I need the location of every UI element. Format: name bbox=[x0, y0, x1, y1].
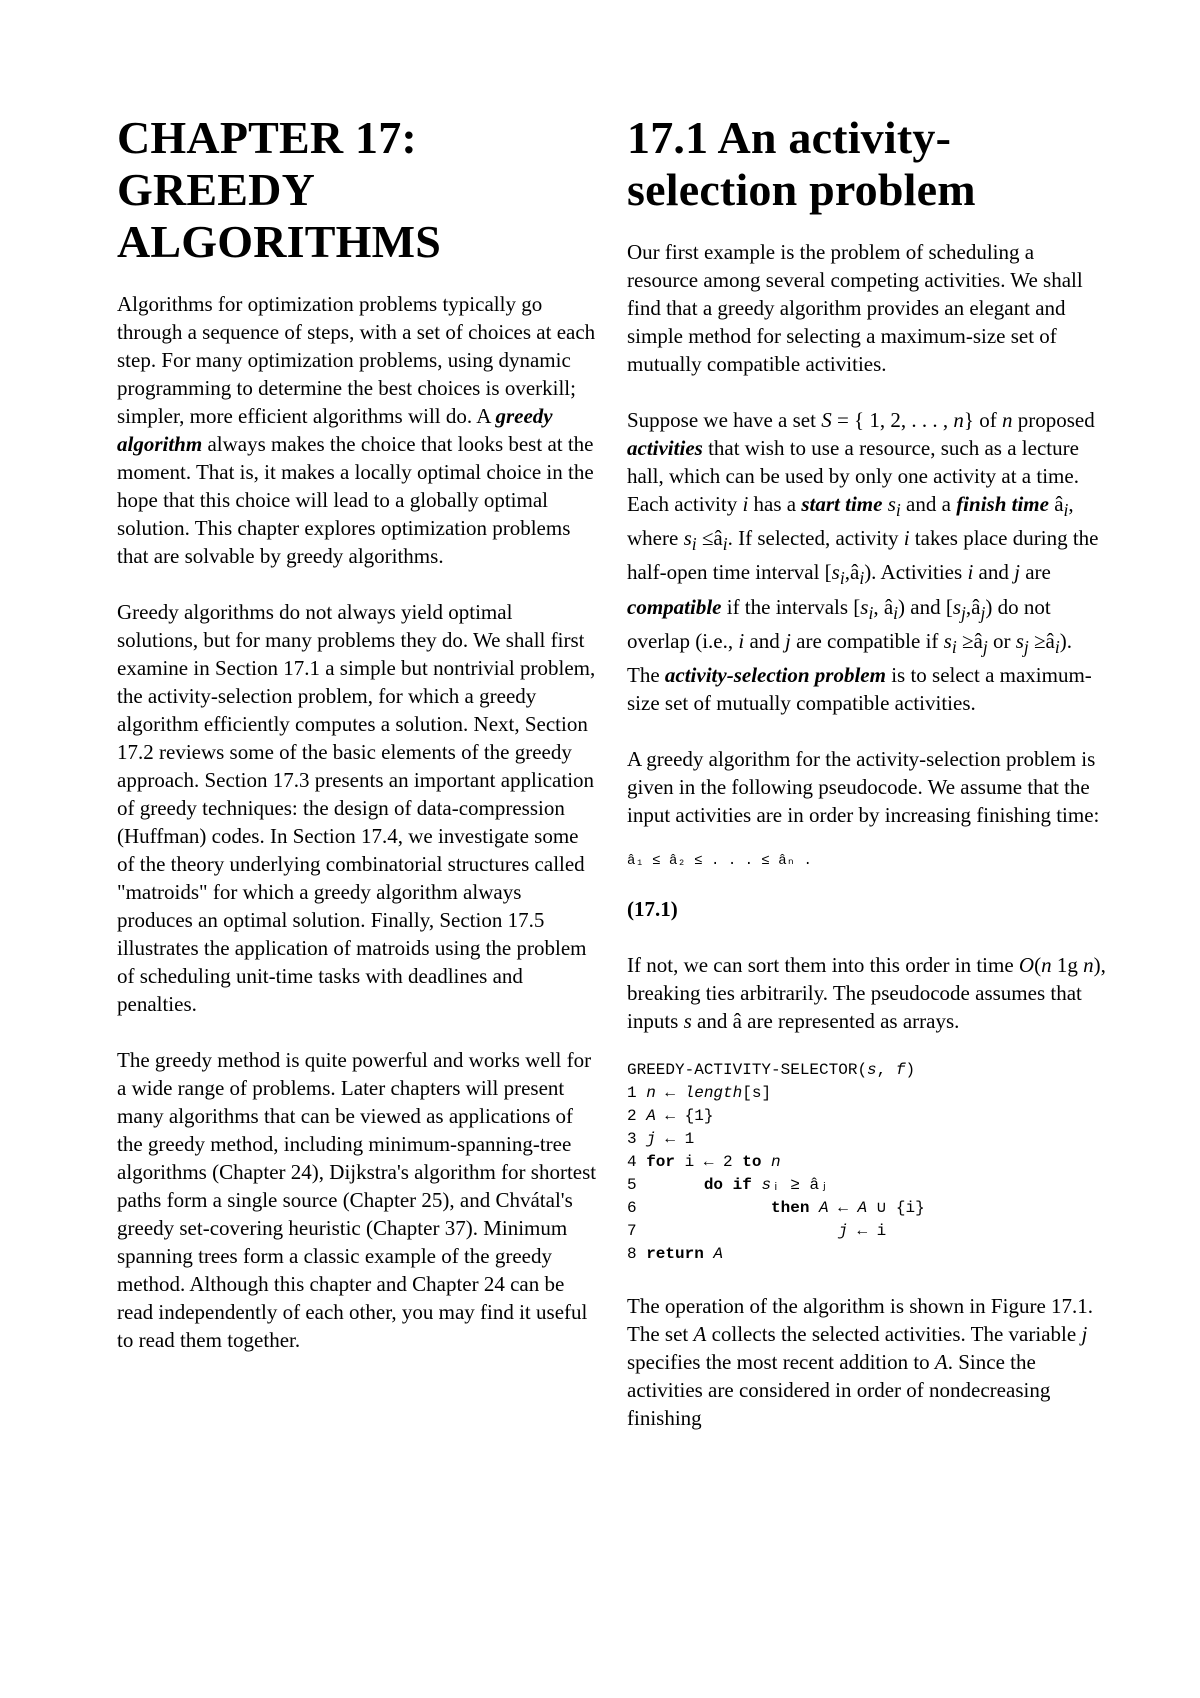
text-run: The operation of the algorithm is shown in Figure 17.1. The set bbox=[627, 1293, 1094, 1346]
code-keyword: then bbox=[771, 1198, 810, 1217]
code-keyword: do if bbox=[703, 1175, 752, 1194]
text-run: is to select a maximum-size set of mutually compatible activities. bbox=[627, 662, 1092, 715]
text-run: = { 1, 2, . . . , bbox=[831, 408, 954, 432]
equation-17-1: â₁ ≤ â₂ ≤ . . . ≤ âₙ . bbox=[627, 852, 812, 869]
italic-math: A bbox=[693, 1321, 707, 1346]
first-example-paragraph: Our first example is the problem of scheduling a resource among several competing activities. We shall find that a greedy algorithm provides an elegant and simple method for selecting a maximum-size set of mutually compatible activities. bbox=[627, 240, 1083, 376]
code-line bbox=[627, 1082, 1107, 1105]
text-run: 4 bbox=[627, 1152, 647, 1171]
text-run: takes place during the half-open time interval [ bbox=[627, 526, 1099, 585]
subscript: i bbox=[859, 568, 865, 589]
subscript: i bbox=[951, 636, 957, 657]
intro-paragraph bbox=[117, 290, 597, 570]
text-run: ,â bbox=[844, 560, 860, 585]
overview-paragraph: Greedy algorithms do not always yield optimal solutions, but for many problems they do. We shall first examine in Section 17.1 a simple but nontrivial problem, the activity-selection problem, for which a greedy algorithm efficiently computes a solution. Next, Section 17.2 reviews some of the basic elements of the greedy approach. Section 17.3 presents an important application of greedy techniques: the design of data-compression (Huffman) codes. In Section 17.4, we investigate some of the theory underlying combinatorial structures called "matroids" for which a greedy algorithm always produces an optimal solution. Finally, Section 17.5 illustrates the application of matroids using the problem of scheduling unit-time tasks with deadlines and penalties. bbox=[117, 600, 596, 1016]
text-run: or bbox=[987, 628, 1016, 653]
italic-math: j bbox=[1014, 560, 1020, 585]
text-run: and bbox=[973, 560, 1015, 585]
text-run: , â bbox=[873, 594, 894, 619]
defined-term: compatible bbox=[627, 594, 722, 619]
text-run: ) do not overlap (i.e., bbox=[627, 594, 1051, 653]
text-run: ≥â bbox=[1028, 628, 1055, 653]
text-run: 5 bbox=[627, 1175, 704, 1194]
italic-math: S bbox=[821, 408, 832, 432]
text-run: has a bbox=[748, 492, 802, 516]
chapter-title bbox=[117, 112, 597, 268]
text-run: ( bbox=[1034, 952, 1042, 977]
text-run: 1 bbox=[627, 1083, 647, 1102]
italic-math: j bbox=[1081, 1321, 1088, 1346]
text-run: ← 1 bbox=[655, 1129, 695, 1148]
section-title bbox=[627, 112, 1107, 216]
italic-math: s bbox=[952, 594, 962, 619]
chapter-title-line: ALGORITHMS bbox=[117, 216, 442, 267]
italic-math: s bbox=[1015, 628, 1024, 653]
text-run: 6 bbox=[627, 1198, 772, 1217]
text-run: If not, we can sort them into this order in time bbox=[627, 952, 1019, 977]
subscript: i bbox=[691, 534, 697, 555]
text-run bbox=[752, 1176, 762, 1194]
code-variable: A bbox=[646, 1106, 656, 1125]
code-variable: f bbox=[895, 1060, 906, 1079]
text-run: , where bbox=[627, 492, 1074, 551]
italic-math: i bbox=[742, 492, 749, 516]
text-run: ← i bbox=[847, 1221, 887, 1240]
text-run bbox=[704, 1245, 714, 1263]
code-line bbox=[627, 1105, 1107, 1128]
defined-term: greedy algorithm bbox=[117, 404, 553, 456]
code-variable: n bbox=[646, 1083, 656, 1102]
text-run: 3 bbox=[627, 1129, 647, 1148]
text-run: 2 bbox=[627, 1106, 647, 1125]
italic-math: A bbox=[934, 1349, 948, 1374]
italic-math: s bbox=[831, 560, 840, 585]
code-line bbox=[627, 1174, 1107, 1197]
defined-term: start time bbox=[801, 492, 883, 516]
operation-paragraph bbox=[627, 1292, 1107, 1432]
text-run: Suppose we have a set bbox=[627, 408, 822, 432]
code-variable: j bbox=[646, 1129, 656, 1148]
italic-math: n bbox=[953, 408, 964, 432]
section-title-line: selection problem bbox=[627, 164, 976, 215]
italic-math: i bbox=[738, 628, 745, 653]
text-run: ∪ {i} bbox=[867, 1198, 925, 1217]
code-keyword: to bbox=[742, 1152, 762, 1171]
text-run: ← {1} bbox=[655, 1106, 714, 1125]
italic-math: s bbox=[860, 594, 869, 619]
text-run: and bbox=[744, 628, 786, 653]
text-run: ). The bbox=[627, 628, 1072, 687]
code-variable: j bbox=[838, 1221, 848, 1240]
code-variable: A bbox=[713, 1244, 724, 1263]
code-variable: length bbox=[684, 1083, 743, 1102]
text-run: collects the selected activities. The variable bbox=[706, 1321, 1082, 1346]
chapter-title-line: CHAPTER 17: bbox=[117, 112, 417, 163]
italic-math: i bbox=[967, 560, 974, 585]
text-run: are bbox=[1019, 560, 1051, 585]
text-run: ← bbox=[655, 1083, 685, 1102]
text-run: ) bbox=[905, 1060, 916, 1079]
text-run: 7 bbox=[627, 1221, 839, 1240]
text-run: ,â bbox=[965, 594, 981, 619]
text-run bbox=[809, 1199, 819, 1217]
text-run: , bbox=[876, 1060, 896, 1079]
defined-term: activity-selection problem bbox=[664, 662, 886, 687]
text-run: and â are represented as arrays. bbox=[691, 1008, 960, 1033]
italic-math: s bbox=[887, 492, 896, 516]
code-line bbox=[627, 1151, 1107, 1174]
subscript: j bbox=[980, 602, 986, 623]
italic-math: n bbox=[1083, 952, 1094, 977]
subscript: i bbox=[1054, 636, 1060, 657]
code-line bbox=[627, 1128, 1107, 1151]
text-run: GREEDY-ACTIVITY-SELECTOR( bbox=[627, 1060, 868, 1079]
code-variable: s bbox=[761, 1175, 772, 1194]
left-column bbox=[117, 100, 597, 1382]
text-run: i ← 2 bbox=[675, 1152, 743, 1171]
italic-math: n bbox=[1041, 952, 1052, 977]
subscript: j bbox=[961, 602, 966, 623]
subscript: i bbox=[1063, 500, 1069, 521]
subscript: j bbox=[982, 636, 988, 657]
text-run: ᵢ ≥ âⱼ bbox=[771, 1175, 829, 1194]
pseudocode-intro-paragraph: A greedy algorithm for the activity-selection problem is given in the following pseudocode. We assume that the input activities are in order by increasing finishing time: bbox=[627, 746, 1100, 827]
pseudocode-block bbox=[627, 1059, 1107, 1266]
italic-math: O bbox=[1018, 952, 1035, 977]
italic-math: s bbox=[943, 628, 952, 653]
text-run: Algorithms for optimization problems typically go through a sequence of steps, with a set of choices at each step. For many optimization problems, using dynamic programming to determine the best choices is overkill; simpler, more efficient algorithms will do. A bbox=[117, 292, 596, 428]
text-run: always makes the choice that looks best at the moment. That is, it makes a locally optimal choice in the hope that this choice will lead to a globally optimal solution. This chapter explores optimization problems that are solvable by greedy algorithms. bbox=[117, 432, 594, 568]
right-column bbox=[627, 100, 1107, 1460]
definitions-paragraph bbox=[627, 406, 1107, 717]
text-run: } of bbox=[963, 408, 1002, 432]
text-run: [s] bbox=[742, 1083, 772, 1102]
sorting-paragraph bbox=[627, 951, 1107, 1035]
chapter-title-line: GREEDY bbox=[117, 164, 316, 215]
defined-term: finish time bbox=[956, 492, 1049, 516]
subscript: i bbox=[895, 500, 901, 521]
text-run: ). Activities bbox=[864, 560, 968, 585]
text-run: ) and [ bbox=[898, 594, 953, 619]
italic-math: i bbox=[903, 526, 910, 551]
code-line bbox=[627, 1197, 1107, 1220]
text-run: if the intervals [ bbox=[721, 594, 861, 619]
text-run bbox=[761, 1153, 771, 1171]
code-variable: A bbox=[857, 1198, 868, 1217]
text-run: specifies the most recent addition to bbox=[627, 1349, 935, 1374]
code-line bbox=[627, 1220, 1107, 1243]
text-run: â bbox=[1048, 492, 1064, 516]
text-run: are compatible if bbox=[790, 628, 944, 653]
subscript: i bbox=[893, 602, 899, 623]
text-run: proposed bbox=[1012, 408, 1095, 432]
text-run: ), breaking ties arbitrarily. The pseudocode assumes that inputs bbox=[627, 952, 1106, 1033]
italic-math: n bbox=[1001, 408, 1013, 432]
defined-term: activities bbox=[627, 436, 703, 460]
text-run: . If selected, activity bbox=[727, 526, 904, 551]
equation-number: (17.1) bbox=[627, 896, 678, 921]
italic-math: s bbox=[683, 526, 692, 551]
subscript: j bbox=[1023, 636, 1029, 657]
subscript: i bbox=[839, 568, 845, 589]
code-keyword: return bbox=[646, 1244, 704, 1263]
code-line bbox=[627, 1243, 1107, 1266]
subscript: i bbox=[722, 534, 728, 555]
section-title-line: 17.1 An activity- bbox=[627, 112, 952, 163]
text-run: ≥â bbox=[956, 628, 983, 653]
code-variable: s bbox=[867, 1060, 877, 1079]
greedy-method-paragraph: The greedy method is quite powerful and works well for a wide range of problems. Later chapters will present many algorithms that can be viewed as applications of the greedy method, including minimum-spanning-tree algorithms (Chapter 24), Dijkstra's algorithm for shortest paths form a single source (Chapter 25), and Chvátal's greedy set-covering heuristic (Chapter 37). Minimum spanning trees form a classic example of the greedy method. Although this chapter and Chapter 24 can be read independently of each other, you may find it useful to read them together. bbox=[117, 1048, 597, 1352]
text-run: 8 bbox=[627, 1244, 647, 1263]
text-run: 1g bbox=[1051, 952, 1084, 977]
text-run: and a bbox=[900, 492, 957, 516]
subscript: i bbox=[868, 602, 874, 623]
text-run: ≤â bbox=[696, 526, 723, 551]
code-line bbox=[627, 1059, 1107, 1082]
text-run: ← bbox=[828, 1198, 858, 1217]
code-keyword: for bbox=[646, 1152, 676, 1171]
code-variable: n bbox=[771, 1152, 781, 1171]
italic-math: j bbox=[785, 628, 791, 653]
italic-math: s bbox=[683, 1008, 692, 1033]
text-run: . Since the activities are considered in order of nondecreasing finishing bbox=[627, 1349, 1051, 1430]
text-run: that wish to use a resource, such as a lecture hall, which can be used by only one activity at a time. Each activity bbox=[627, 436, 1079, 516]
code-variable: A bbox=[819, 1198, 829, 1217]
